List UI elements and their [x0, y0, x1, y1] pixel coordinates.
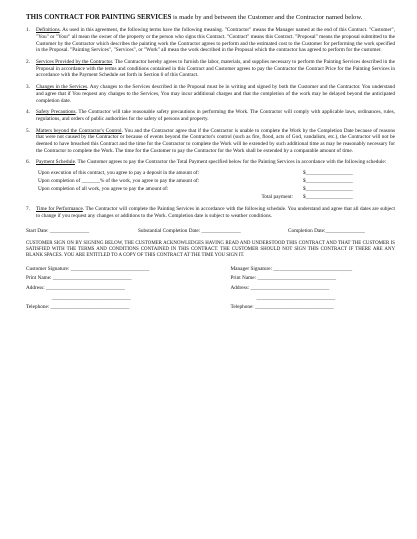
- amount-field[interactable]: $__________________: [303, 186, 353, 193]
- section-heading: Payment Schedule: [36, 159, 75, 166]
- section-heading: Safety Precautions: [36, 109, 76, 116]
- section-text: . The Contractor will complete the Painting Services in accordance with the following schedule. You understand and agree that all dates are subject to change if you request any changes or additions to the Work. Completion date is subject to weather conditions.: [36, 206, 395, 219]
- dates-row: [26, 228, 395, 235]
- start-date-field[interactable]: Start Date: _______________: [26, 227, 90, 234]
- customer-signature-column: [26, 265, 191, 313]
- section-definitions: 1. Definitions. As used in this agreement, the following terms have the following meaning. "Contractor" means the Manager named at the end of this Contract. "Customer", "You" or "Your" all mean the owner of the property or the person who signs this Contract. "Contract" means this Contract. "Proposal" means the proposal submitted to the Customer by the Contractor which describes the painting work the Contractor agrees to perform and the estimated cost to the Customer for performing the work specified in the Proposal. "Painting Services", "Services", or "Work" all mean the work described in the Proposal which the contractor has agreed to perform for the customer.: [26, 27, 395, 54]
- manager-signature-field[interactable]: Manager Signature: ______________________________: [230, 265, 353, 272]
- manager-address-line-2[interactable]: ______________________________: [256, 294, 336, 301]
- completion-date-field[interactable]: Completion Date:_______________: [288, 227, 365, 234]
- total-amount-field[interactable]: $__________________: [303, 194, 353, 201]
- section-heading: Services Provided by the Contractor: [36, 59, 112, 66]
- section-matters-beyond-control: 5. Matters beyond the Contractor's Control. You and the Contractor agree that if the Contractor is unable to complete the Work by the Completion Date because of reasons that were not caused by the Contractor or because of events beyond the Contractor's control (such as fire, flood, acts of God, vandalism, etc.), the Contractor will not be deemed to have breached this Contract and the time for the Contractor to complete the Work will be extended by such additional time as may be reasonably necessary for the Contractor to complete the Work. The time for the Customer to pay the Contractor for the Work shall be extended by a comparable amount of time.: [26, 127, 395, 154]
- section-heading: Matters beyond the Contractor's Control: [36, 127, 122, 134]
- section-heading: Changes in the Services: [36, 84, 88, 91]
- manager-telephone-field[interactable]: Telephone: ______________________________: [230, 304, 334, 311]
- amount-field[interactable]: $__________________: [303, 178, 353, 185]
- manager-print-name-field[interactable]: Print Name: ______________________________: [230, 275, 337, 282]
- contract-intro: [26, 14, 395, 22]
- section-payment-schedule: 6. Payment Schedule. The Customer agrees to pay the Contractor the Total Payment specified below for the Painting Services in accordance with the following schedule:: [26, 159, 387, 166]
- section-safety: 4. Safety Precautions. The Contractor will take reasonable safety precautions in performing the Work. The Contractor will comply with applicable laws, ordinances, rules, regulations, and orders of public authorities for the safety of persons and property.: [26, 109, 395, 122]
- section-text: . You and the Contractor agree that if the Contractor is unable to complete the Work by the Completion Date because of reasons that were not caused by the Contractor or because of events beyond the Contractor's control (such as fire, flood, acts of God, vandalism, etc.), the Contractor will not be deemed to have breached this Contract and the time for the Contractor to complete the Work will be extended by such additional time as may be reasonably necessary for the Contractor to complete the Work. The time for the Customer to pay the Contractor for the Work shall be extended by a comparable amount of time.: [36, 127, 395, 154]
- payment-row: Upon completion of all work, you agree to pay the amount of: $__________________: [38, 185, 395, 193]
- customer-telephone-field[interactable]: Telephone: ______________________________: [26, 304, 130, 311]
- section-text: . As used in this agreement, the following terms have the following meaning. "Contractor" means the Manager named at the end of this Contract. "Customer", "You" or "Your" all mean the owner of the property or the person who signs this Contract. "Contract" means this Contract. "Proposal" means the proposal submitted to the Customer by the Contractor which describes the painting work the Contractor agrees to perform and the estimated cost to the Customer for performing the work specified in the Proposal. "Painting Services", "Services", or "Work" all mean the work described in the Proposal which the contractor has agreed to perform for the customer.: [36, 27, 395, 54]
- section-text: . The Contractor hereby agrees to furnish the labor, materials, and supplies necessary to perform the Painting Services described in the Proposal in accordance with the terms and conditions contained in this Contract and Customer agrees to pay the Contractor the Contract Price for the Painting Services in accordance with the Payment Schedule set forth in Section 6 of this Contract.: [36, 59, 395, 79]
- substantial-completion-date-field[interactable]: Substantial Completion Date: _______________: [138, 227, 241, 234]
- manager-address-field[interactable]: Address: ______________________________: [230, 285, 330, 292]
- payment-row: Upon execution of this contract, you agree to pay a deposit in the amount of: $__________________: [38, 169, 395, 177]
- customer-print-name-field[interactable]: Print Name: ______________________________: [26, 275, 132, 282]
- manager-signature-column: [191, 265, 396, 313]
- section-time-for-performance: 7. Time for Performance. The Contractor will complete the Painting Services in accordance with the following schedule. You understand and agree that all dates are subject to change if you request any changes or additions to the Work. Completion date is subject to weather conditions.: [26, 206, 395, 219]
- customer-notice: CUSTOMER SIGN ON BY SIGNING BELOW, THE CUSTOMER ACKNOWLEDGES HAVING READ AND UNDERSTOOD THIS CONTRACT AND THAT THE CUSTOMER IS SATISFIED WITH THE TERMS AND CONDITIONS CONTAINED IN THIS CONTRACT. THE CUSTOMER SHOULD NOT SIGN THIS CONTRACT IF THERE ARE ANY BLANK SPACES. YOU ARE ENTITLED TO A COPY OF THIS CONTRACT AT THE TIME YOU SIGN IT.: [26, 240, 395, 258]
- contract-title: THIS CONTRACT FOR PAINTING SERVICES: [26, 14, 172, 21]
- customer-signature-field[interactable]: Customer Signature: ______________________________: [26, 265, 150, 272]
- section-text: . The Customer agrees to pay the Contractor the Total Payment specified below for the Painting Services in accordance with the following schedule:: [74, 159, 387, 166]
- intro-text: is made by and between the Customer and the Contractor named below.: [171, 14, 363, 21]
- section-changes: 3. Changes in the Services. Any changes to the Services described in the Proposal must be in writing and signed by both the Customer and the Contractor. You understand and agree that if You request any changes to the Services, You may incur additional charges and that the completion of the work may be delayed beyond the anticipated completion date.: [26, 84, 395, 104]
- signature-block: [26, 265, 395, 313]
- payment-row: Upon completion of _______% of the work, you agree to pay the amount of: $__________________: [38, 177, 395, 185]
- section-heading: Definitions: [36, 27, 60, 34]
- section-services: 2. Services Provided by the Contractor. The Contractor hereby agrees to furnish the labor, materials, and supplies necessary to perform the Painting Services described in the Proposal in accordance with the terms and conditions contained in this Contract and Customer agrees to pay the Contractor the Contract Price for the Painting Services in accordance with the Payment Schedule set forth in Section 6 of this Contract.: [26, 59, 395, 79]
- customer-address-line-2[interactable]: ______________________________: [52, 294, 131, 301]
- section-text: . Any changes to the Services described in the Proposal must be in writing and signed by both the Customer and the Contractor. You understand and agree that if You request any changes to the Services, You may incur additional charges and that the completion of the work may be delayed beyond the anticipated completion date.: [36, 84, 395, 104]
- amount-field[interactable]: $__________________: [303, 170, 353, 177]
- section-text: . The Contractor will take reasonable safety precautions in performing the Work. The Contractor will comply with applicable laws, ordinances, rules, regulations, and orders of public authorities for the safety of persons and property.: [36, 109, 395, 122]
- customer-address-field[interactable]: Address: ______________________________: [26, 285, 125, 292]
- payment-total-row: Total payment: $__________________: [38, 193, 395, 201]
- section-heading: Time for Performance: [36, 206, 83, 213]
- payment-table: [26, 169, 395, 201]
